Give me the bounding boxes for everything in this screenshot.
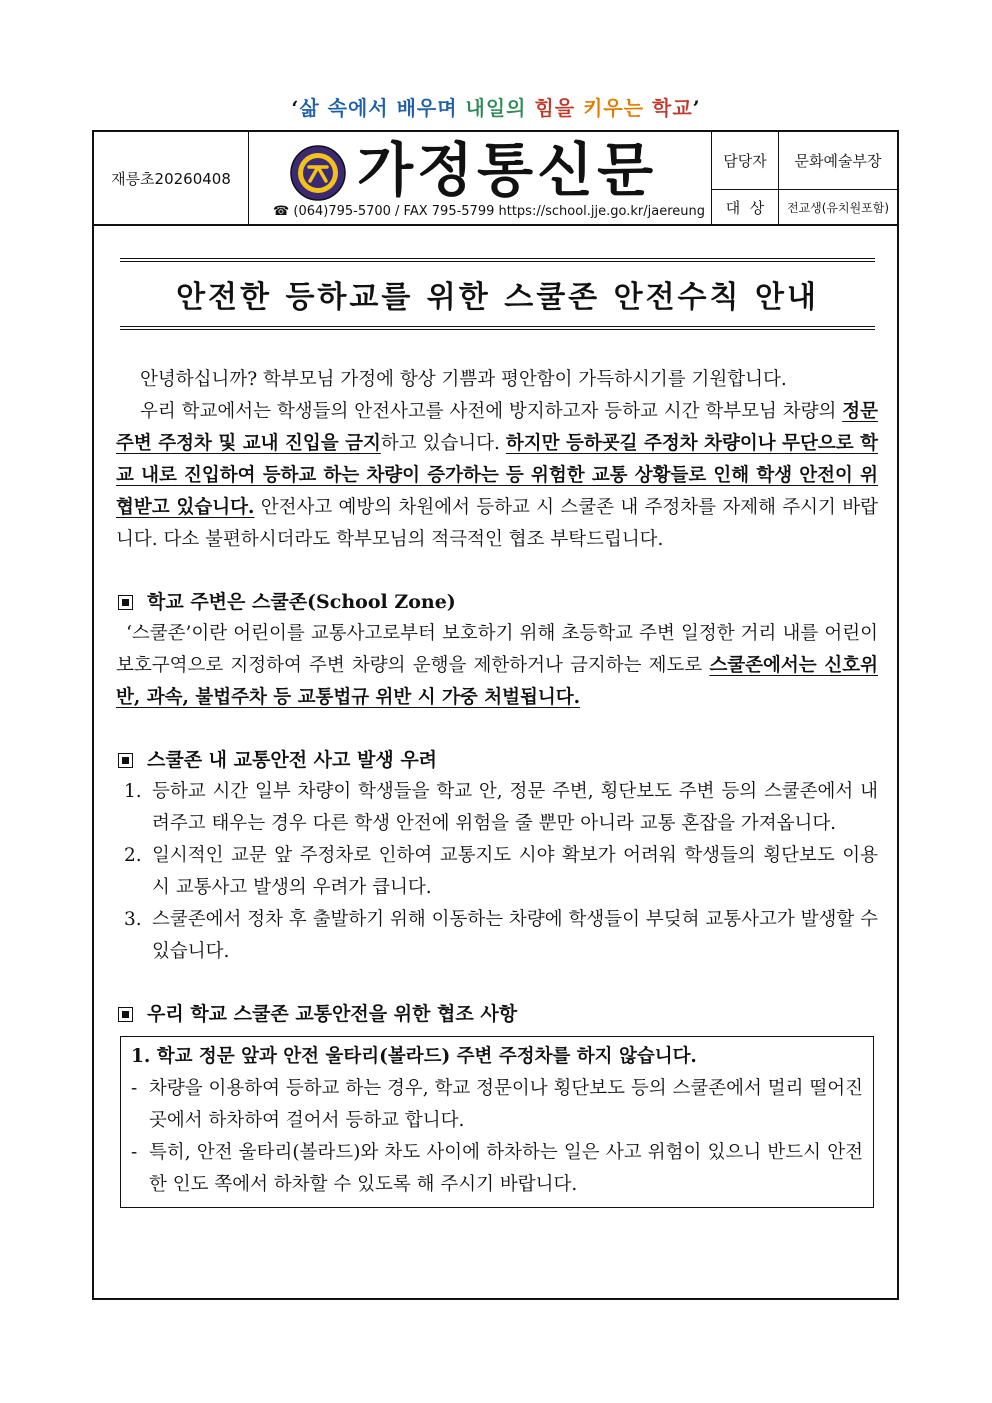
- cooperation-box: [120, 1036, 874, 1208]
- cooperation-box-title: 1. 학교 정문 앞과 안전 울타리(볼라드) 주변 주정차를 하지 않습니다.: [131, 1046, 697, 1067]
- list-item-text: 일시적인 교문 앞 주정차로 인하여 교통지도 시야 확보가 어려워 학생들의 횡단보도 이용 시 교통사고 발생의 우려가 큽니다.: [152, 845, 878, 898]
- list-number: 2.: [124, 845, 142, 866]
- section-heading: [116, 744, 878, 776]
- target-label: 대 상: [712, 190, 779, 224]
- bullet-text: 차량을 이용하여 등하교 하는 경우, 학교 정문이나 횡단보도 등의 스쿨존에서 멀리 떨어진 곳에서 하차하여 걸어서 등하교 합니다.: [149, 1078, 863, 1131]
- motto-segment: 학교: [652, 96, 693, 120]
- list-item: [116, 840, 878, 904]
- motto-segment: 삶 속에서: [299, 96, 397, 120]
- intro-emphasis-ban: 정문 주변 주정차 및 교내 진입을 금지: [116, 401, 878, 454]
- bullet-dash: -: [131, 1142, 138, 1163]
- manager-label: 담당자: [712, 132, 779, 189]
- newsletter-header: [94, 132, 897, 226]
- motto-segment: 배우며: [396, 96, 466, 120]
- boxed-square-icon: [118, 595, 133, 610]
- motto-segment: 내일의: [465, 96, 535, 120]
- section-heading: [116, 586, 878, 618]
- greeting: 안녕하십니까? 학부모님 가정에 항상 기쁨과 평안함이 가득하시기를 기원합니다.: [140, 369, 787, 390]
- contact-info: ☎ (064)795-5700 / FAX 795-5799 https://school.jje.go.kr/jaereung: [273, 204, 705, 219]
- paper-title: 가정통신문: [357, 136, 658, 204]
- section1-title: 학교 주변은 스쿨존(School Zone): [147, 591, 456, 613]
- school-emblem-icon: [289, 144, 347, 202]
- school-motto: [0, 92, 992, 121]
- section1-paragraph: [116, 618, 878, 714]
- motto-segment: 키우는: [583, 96, 652, 120]
- intro-text: 우리 학교에서는 학생들의 안전사고를 사전에 방지하고자 등하교 시간 학부모님 차량의: [140, 401, 843, 422]
- intro-text: 안전사고 예방의 차원에서 등하교 시 스쿨존 내 주정차를 자제해 주시기 바랍니다. 다소 불편하시더라도 학부모님의 적극적인 협조 부탁드립니다.: [116, 497, 878, 550]
- list-item-text: 등하교 시간 일부 차량이 학생들을 학교 안, 정문 주변, 횡단보도 주변 등의 스쿨존에서 내려주고 태우는 경우 다른 학생 안전에 위험을 줄 뿐만 아니라 교통 혼잡을 가져옵니다.: [152, 781, 878, 834]
- section3-title: 우리 학교 스쿨존 교통안전을 위한 협조 사항: [147, 1003, 518, 1025]
- cooperation-bullet: [131, 1073, 863, 1137]
- section2-title: 스쿨존 내 교통안전 사고 발생 우려: [147, 749, 438, 771]
- newsletter-frame: [92, 130, 899, 1300]
- list-number: 3.: [124, 909, 142, 930]
- bullet-text: 특히, 안전 울타리(볼라드)와 차도 사이에 하차하는 일은 사고 위험이 있으니 반드시 안전한 인도 쪽에서 하차할 수 있도록 해 주시기 바랍니다.: [149, 1142, 863, 1195]
- title-block: [249, 132, 712, 224]
- cooperation-bullet: [131, 1137, 863, 1201]
- list-item: [116, 904, 878, 968]
- motto-segment: ‘: [291, 96, 300, 120]
- intro-paragraph: [116, 396, 878, 556]
- bullet-dash: -: [131, 1078, 138, 1099]
- document-number: 재릉초20260408: [94, 132, 249, 224]
- motto-segment: ’: [692, 96, 701, 120]
- headline: 안전한 등하교를 위한 스쿨존 안전수칙 안내: [120, 258, 875, 330]
- section1-text: ‘스쿨존’이란 어린이를 교통사고로부터 보호하기 위해 초등학교 주변 일정한 거리 내를 어린이 보호구역으로 지정하여 주변 차량의 운행을 제한하거나 금지하는 제도로: [116, 623, 878, 676]
- intro-emphasis-danger: 하지만 등하굣길 주정차 차량이나 무단으로 학교 내로 진입하여 등하교 하는 차량이 증가하는 등 위험한 교통 상황들로 인해 학생 안전이 위협받고 있습니다.: [116, 433, 878, 518]
- motto-segment: 힘을: [534, 96, 584, 120]
- target-value: 전교생(유치원포함): [786, 200, 890, 215]
- risk-list: [116, 776, 878, 968]
- manager-row: [712, 132, 897, 190]
- section1-emphasis: 스쿨존에서는 신호위반, 과속, 불법주차 등 교통법규 위반 시 가중 처벌됩니다.: [116, 655, 878, 708]
- list-number: 1.: [124, 781, 142, 802]
- list-item-text: 스쿨존에서 정차 후 출발하기 위해 이동하는 차량에 학생들이 부딪혀 교통사고가 발생할 수 있습니다.: [152, 909, 878, 962]
- section-heading: [116, 998, 878, 1030]
- meta-table: [712, 132, 897, 224]
- intro-text: 하고 있습니다.: [380, 433, 506, 454]
- manager-value: 문화예술부장: [794, 152, 882, 170]
- target-row: [712, 190, 897, 224]
- newsletter-body: [116, 364, 878, 1208]
- list-item: [116, 776, 878, 840]
- boxed-square-icon: [118, 1007, 133, 1022]
- boxed-square-icon: [118, 753, 133, 768]
